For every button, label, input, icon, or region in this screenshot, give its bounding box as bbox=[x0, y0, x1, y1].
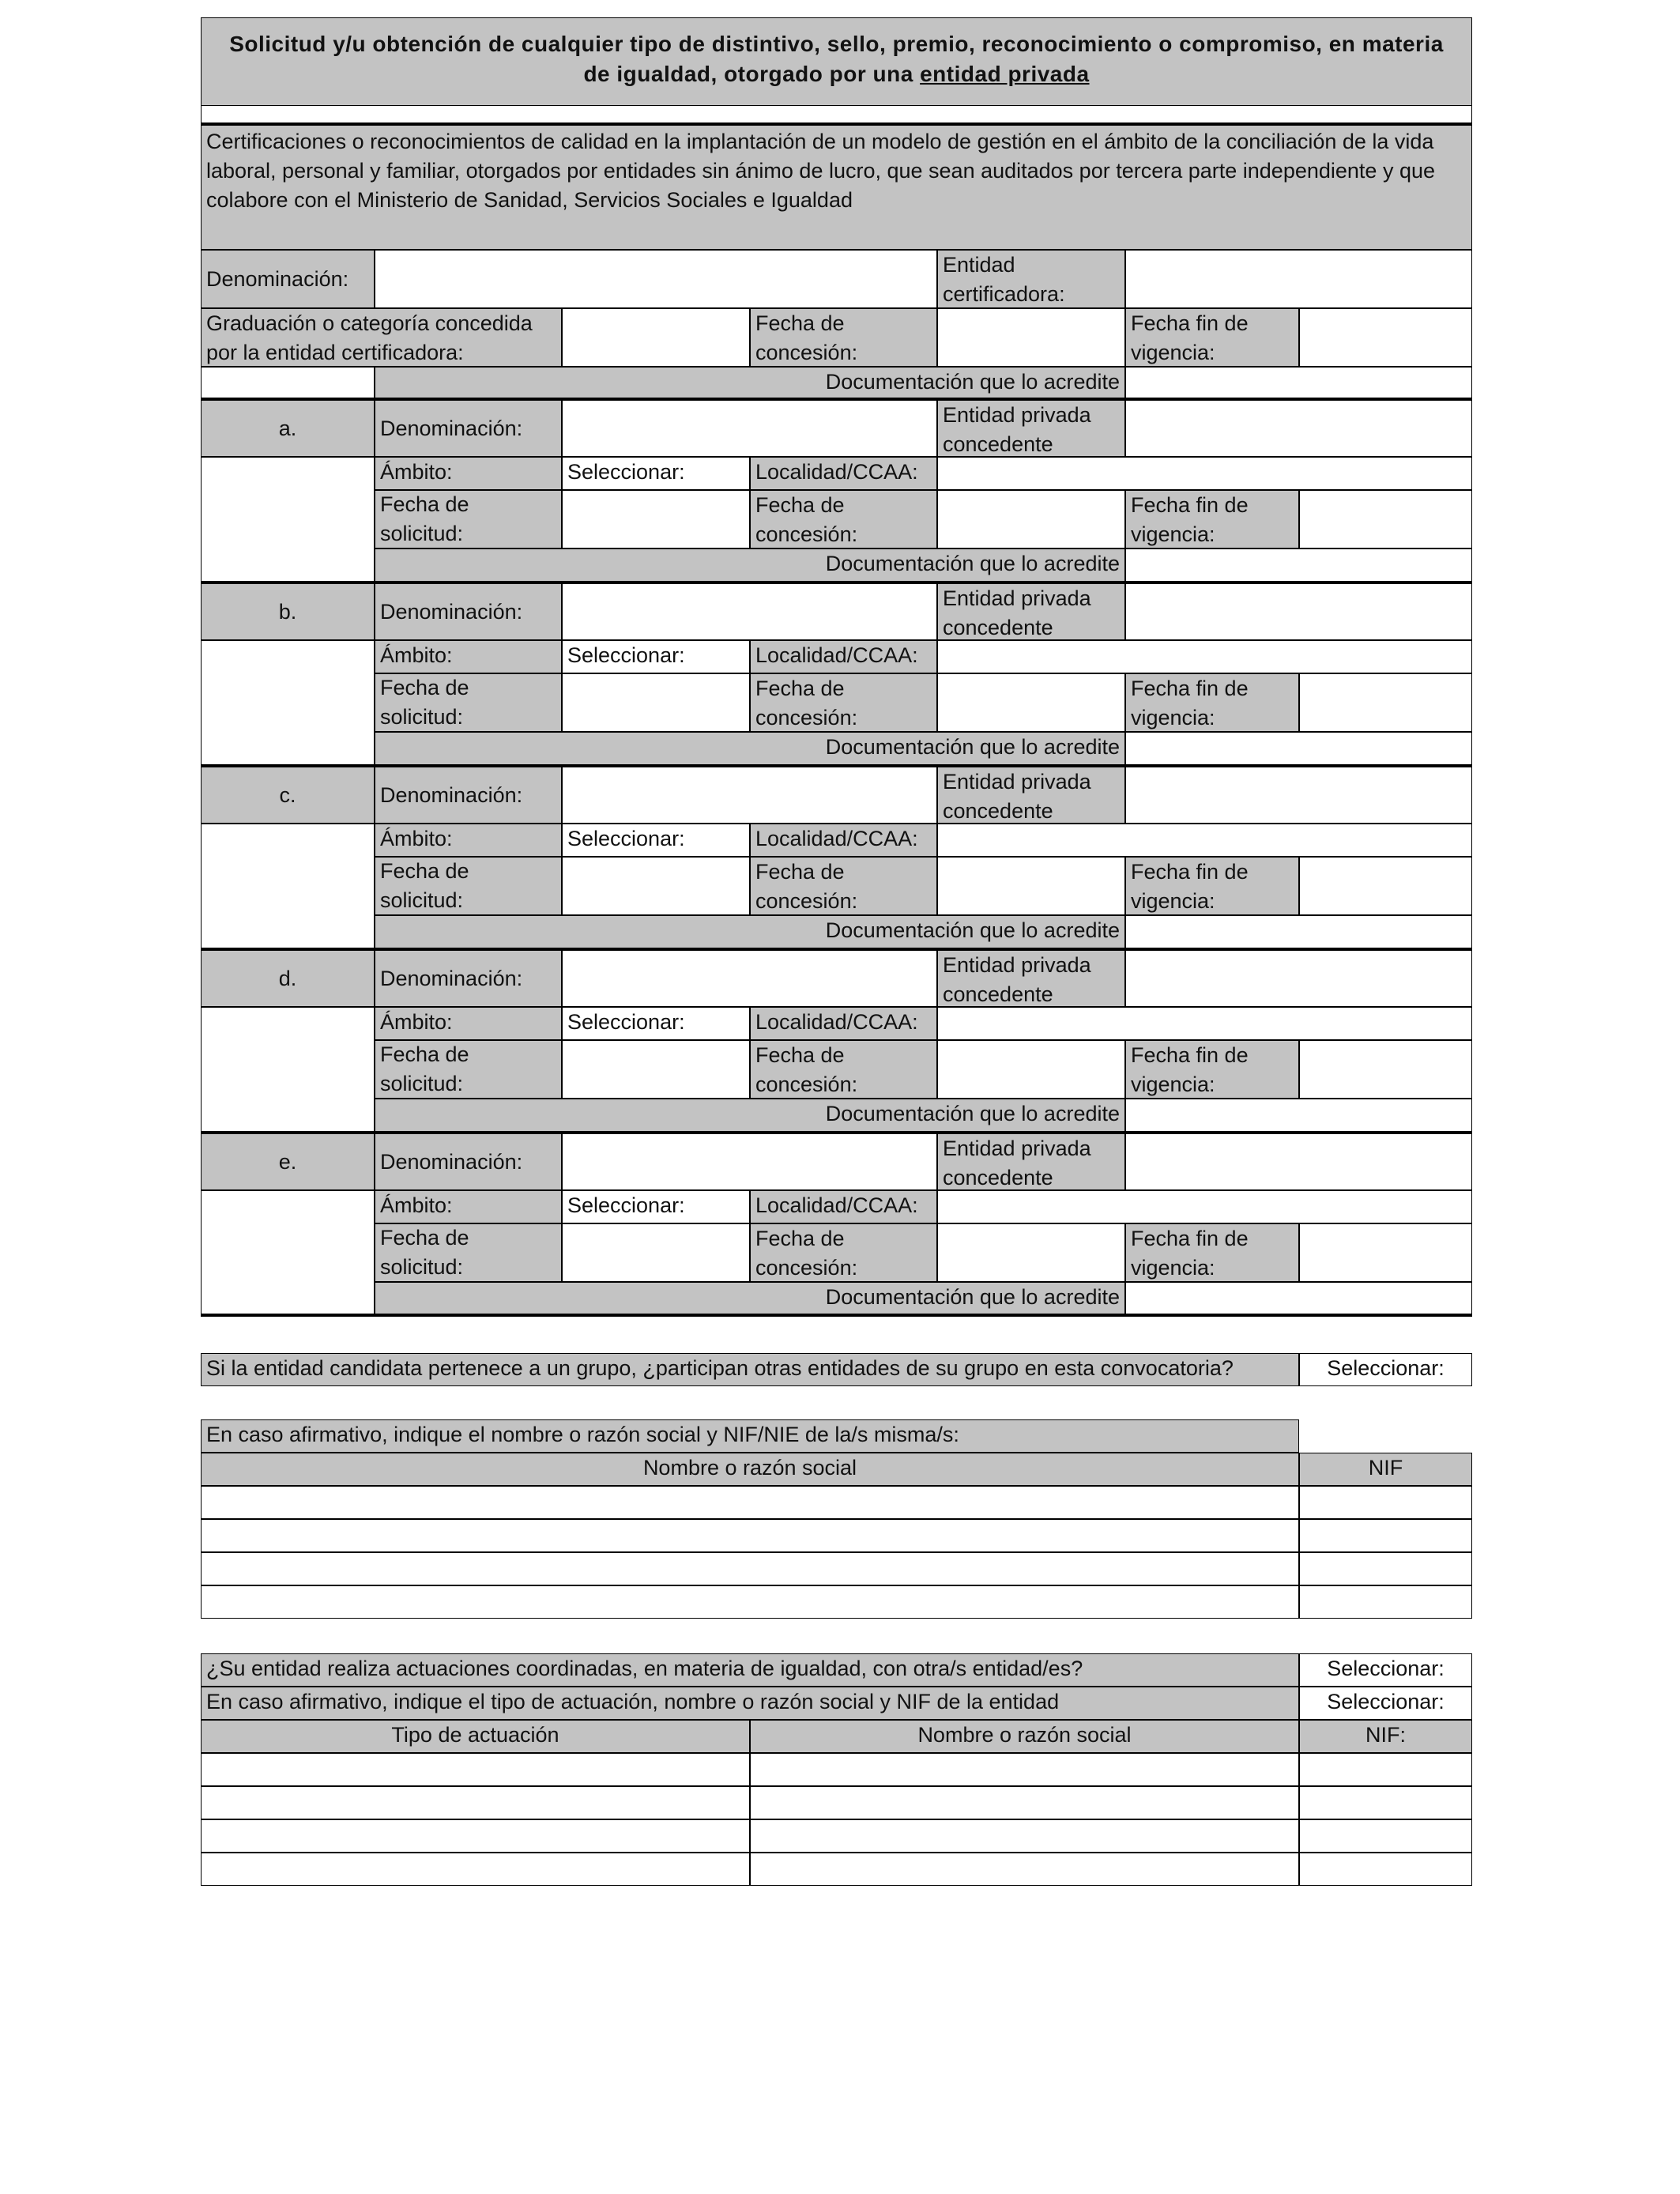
award-ambito-label: Ámbito: bbox=[375, 1007, 562, 1040]
coord-col-nif: NIF: bbox=[1299, 1720, 1472, 1753]
award-documentacion-label: Documentación que lo acredite bbox=[375, 1099, 1125, 1132]
group-row-name-cell[interactable] bbox=[201, 1486, 1299, 1519]
coord-question: ¿Su entidad realiza actuaciones coordinadas, en materia de igualdad, con otra/s entidad/es? bbox=[201, 1653, 1299, 1687]
cert-fecha-fin-label: Fecha fin de vigencia: bbox=[1125, 308, 1299, 367]
group-row-name-cell[interactable] bbox=[201, 1519, 1299, 1552]
coord-col-name: Nombre o razón social bbox=[750, 1720, 1299, 1753]
group-question: Si la entidad candidata pertenece a un grupo, ¿participan otras entidades de su grupo en esta convocatoria? bbox=[201, 1353, 1299, 1386]
cert-denominacion-label: Denominación: bbox=[201, 250, 375, 308]
award-fecha-concesion-field[interactable] bbox=[937, 857, 1125, 915]
award-fecha-fin-label: Fecha fin de vigencia: bbox=[1125, 673, 1299, 732]
award-letter: e. bbox=[201, 1132, 375, 1190]
award-entidad-field[interactable] bbox=[1125, 1132, 1472, 1190]
awards-bottom-border bbox=[201, 1314, 1472, 1317]
award-denominacion-field[interactable] bbox=[562, 765, 937, 824]
award-entidad-label: Entidad privada concedente bbox=[937, 582, 1125, 640]
award-fecha-solicitud-label: Fecha de solicitud: bbox=[375, 490, 562, 548]
certification-description: Certificaciones o reconocimientos de calidad en la implantación de un modelo de gestión en el ámbito de la conciliación de la vida laboral, personal y familiar, otorgados por entidades sin ánimo de lucro, que sean auditados por tercera parte independiente y que colabore con el Ministerio de Sanidad, Servicios Sociales e Igualdad bbox=[201, 123, 1472, 250]
award-ambito-label: Ámbito: bbox=[375, 824, 562, 857]
award-documentacion-label: Documentación que lo acredite bbox=[375, 548, 1125, 582]
award-documentacion-field[interactable] bbox=[1125, 1099, 1472, 1132]
coord-row-name-cell[interactable] bbox=[750, 1853, 1299, 1886]
cert-doc-spacer bbox=[201, 367, 375, 398]
form-title bbox=[201, 17, 1472, 106]
award-letter-body bbox=[201, 1007, 375, 1132]
award-localidad-field[interactable] bbox=[937, 457, 1472, 490]
coord-select-1[interactable]: Seleccionar: bbox=[1299, 1653, 1472, 1687]
award-denominacion-field[interactable] bbox=[562, 398, 937, 457]
award-localidad-field[interactable] bbox=[937, 1190, 1472, 1223]
award-entidad-label: Entidad privada concedente bbox=[937, 765, 1125, 824]
award-fecha-concesion-label: Fecha de concesión: bbox=[750, 1040, 937, 1099]
award-localidad-field[interactable] bbox=[937, 1007, 1472, 1040]
award-fecha-fin-field[interactable] bbox=[1299, 1040, 1472, 1099]
coord-col-tipo: Tipo de actuación bbox=[201, 1720, 750, 1753]
coord-row-name-cell[interactable] bbox=[750, 1786, 1299, 1819]
award-letter-body bbox=[201, 457, 375, 582]
award-fecha-concesion-label: Fecha de concesión: bbox=[750, 673, 937, 732]
award-ambito-label: Ámbito: bbox=[375, 1190, 562, 1223]
coord-row-nif-cell[interactable] bbox=[1299, 1853, 1472, 1886]
coord-row-name-cell[interactable] bbox=[750, 1819, 1299, 1853]
coord-row-tipo-cell[interactable] bbox=[201, 1753, 750, 1786]
cert-denominacion-field[interactable] bbox=[375, 250, 937, 308]
group-col-name: Nombre o razón social bbox=[201, 1453, 1299, 1486]
award-ambito-select[interactable]: Seleccionar: bbox=[562, 1190, 750, 1223]
cert-entidad-label: Entidad certificadora: bbox=[937, 250, 1125, 308]
award-fecha-fin-field[interactable] bbox=[1299, 673, 1472, 732]
coord-select-2[interactable]: Seleccionar: bbox=[1299, 1687, 1472, 1720]
form-title-underlined: entidad privada bbox=[920, 62, 1090, 86]
award-fecha-fin-label: Fecha fin de vigencia: bbox=[1125, 1040, 1299, 1099]
award-entidad-label: Entidad privada concedente bbox=[937, 948, 1125, 1007]
award-fecha-fin-field[interactable] bbox=[1299, 1223, 1472, 1282]
award-fecha-concesion-label: Fecha de concesión: bbox=[750, 1223, 937, 1282]
coord-row-tipo-cell[interactable] bbox=[201, 1819, 750, 1853]
award-documentacion-label: Documentación que lo acredite bbox=[375, 915, 1125, 948]
award-fecha-solicitud-field[interactable] bbox=[562, 1223, 750, 1282]
coord-row-nif-cell[interactable] bbox=[1299, 1786, 1472, 1819]
coord-affirmative-label: En caso afirmativo, indique el tipo de actuación, nombre o razón social y NIF de la entidad bbox=[201, 1687, 1299, 1720]
award-fecha-solicitud-label: Fecha de solicitud: bbox=[375, 1223, 562, 1282]
award-localidad-label: Localidad/CCAA: bbox=[750, 640, 937, 673]
award-fecha-solicitud-field[interactable] bbox=[562, 857, 750, 915]
award-letter-body bbox=[201, 640, 375, 765]
award-fecha-solicitud-label: Fecha de solicitud: bbox=[375, 857, 562, 915]
award-documentacion-label: Documentación que lo acredite bbox=[375, 1282, 1125, 1315]
cert-entidad-field[interactable] bbox=[1125, 250, 1472, 308]
award-ambito-select[interactable]: Seleccionar: bbox=[562, 640, 750, 673]
award-fecha-solicitud-label: Fecha de solicitud: bbox=[375, 673, 562, 732]
coord-row-tipo-cell[interactable] bbox=[201, 1786, 750, 1819]
award-entidad-field[interactable] bbox=[1125, 765, 1472, 824]
award-denominacion-label: Denominación: bbox=[375, 948, 562, 1007]
award-ambito-select[interactable]: Seleccionar: bbox=[562, 457, 750, 490]
cert-fecha-concesion-label: Fecha de concesión: bbox=[750, 308, 937, 367]
coord-row-name-cell[interactable] bbox=[750, 1753, 1299, 1786]
award-fecha-concesion-field[interactable] bbox=[937, 673, 1125, 732]
form-title-text: Solicitud y/u obtención de cualquier tipo de distintivo, sello, premio, reconocimiento o compromiso, en materia de igualdad, otorgado por una bbox=[229, 32, 1444, 86]
award-letter-body bbox=[201, 824, 375, 948]
award-denominacion-label: Denominación: bbox=[375, 398, 562, 457]
cert-documentacion-label: Documentación que lo acredite bbox=[375, 367, 1125, 398]
award-localidad-label: Localidad/CCAA: bbox=[750, 457, 937, 490]
award-denominacion-label: Denominación: bbox=[375, 1132, 562, 1190]
award-fecha-fin-field[interactable] bbox=[1299, 857, 1472, 915]
cert-fecha-concesion-field[interactable] bbox=[937, 308, 1125, 367]
award-localidad-label: Localidad/CCAA: bbox=[750, 1190, 937, 1223]
award-fecha-concesion-label: Fecha de concesión: bbox=[750, 857, 937, 915]
group-row-nif-cell[interactable] bbox=[1299, 1486, 1472, 1519]
group-select[interactable]: Seleccionar: bbox=[1299, 1353, 1472, 1386]
award-fecha-concesion-field[interactable] bbox=[937, 1040, 1125, 1099]
cert-documentacion-field[interactable] bbox=[1125, 367, 1472, 398]
award-ambito-select[interactable]: Seleccionar: bbox=[562, 824, 750, 857]
award-denominacion-field[interactable] bbox=[562, 948, 937, 1007]
award-ambito-label: Ámbito: bbox=[375, 640, 562, 673]
award-entidad-field[interactable] bbox=[1125, 582, 1472, 640]
award-fecha-fin-label: Fecha fin de vigencia: bbox=[1125, 857, 1299, 915]
award-fecha-concesion-field[interactable] bbox=[937, 490, 1125, 548]
award-documentacion-field[interactable] bbox=[1125, 732, 1472, 765]
group-row-name-cell[interactable] bbox=[201, 1585, 1299, 1619]
cert-graduacion-field[interactable] bbox=[562, 308, 750, 367]
award-fecha-fin-label: Fecha fin de vigencia: bbox=[1125, 490, 1299, 548]
group-affirmative-label: En caso afirmativo, indique el nombre o razón social y NIF/NIE de la/s misma/s: bbox=[201, 1419, 1299, 1453]
award-entidad-label: Entidad privada concedente bbox=[937, 398, 1125, 457]
group-row-nif-cell[interactable] bbox=[1299, 1585, 1472, 1619]
award-denominacion-label: Denominación: bbox=[375, 582, 562, 640]
award-letter: b. bbox=[201, 582, 375, 640]
award-fecha-solicitud-field[interactable] bbox=[562, 1040, 750, 1099]
group-row-name-cell[interactable] bbox=[201, 1552, 1299, 1585]
award-entidad-label: Entidad privada concedente bbox=[937, 1132, 1125, 1190]
award-fecha-solicitud-field[interactable] bbox=[562, 490, 750, 548]
award-documentacion-label: Documentación que lo acredite bbox=[375, 732, 1125, 765]
award-letter: d. bbox=[201, 948, 375, 1007]
award-fecha-concesion-label: Fecha de concesión: bbox=[750, 490, 937, 548]
coord-row-nif-cell[interactable] bbox=[1299, 1819, 1472, 1853]
group-row-nif-cell[interactable] bbox=[1299, 1552, 1472, 1585]
cert-fecha-fin-field[interactable] bbox=[1299, 308, 1472, 367]
award-fecha-concesion-field[interactable] bbox=[937, 1223, 1125, 1282]
award-letter: a. bbox=[201, 398, 375, 457]
award-documentacion-field[interactable] bbox=[1125, 915, 1472, 948]
award-fecha-solicitud-field[interactable] bbox=[562, 673, 750, 732]
award-denominacion-field[interactable] bbox=[562, 582, 937, 640]
award-documentacion-field[interactable] bbox=[1125, 1282, 1472, 1315]
award-entidad-field[interactable] bbox=[1125, 398, 1472, 457]
cert-graduacion-label: Graduación o categoría concedida por la entidad certificadora: bbox=[201, 308, 562, 367]
award-denominacion-field[interactable] bbox=[562, 1132, 937, 1190]
award-ambito-label: Ámbito: bbox=[375, 457, 562, 490]
award-fecha-fin-label: Fecha fin de vigencia: bbox=[1125, 1223, 1299, 1282]
award-entidad-field[interactable] bbox=[1125, 948, 1472, 1007]
title-spacer bbox=[201, 106, 1472, 123]
award-letter-body bbox=[201, 1190, 375, 1315]
award-localidad-label: Localidad/CCAA: bbox=[750, 824, 937, 857]
award-localidad-field[interactable] bbox=[937, 824, 1472, 857]
award-fecha-solicitud-label: Fecha de solicitud: bbox=[375, 1040, 562, 1099]
award-localidad-field[interactable] bbox=[937, 640, 1472, 673]
award-letter: c. bbox=[201, 765, 375, 824]
group-col-nif: NIF bbox=[1299, 1453, 1472, 1486]
award-denominacion-label: Denominación: bbox=[375, 765, 562, 824]
award-documentacion-field[interactable] bbox=[1125, 548, 1472, 582]
coord-row-tipo-cell[interactable] bbox=[201, 1853, 750, 1886]
award-fecha-fin-field[interactable] bbox=[1299, 490, 1472, 548]
award-ambito-select[interactable]: Seleccionar: bbox=[562, 1007, 750, 1040]
group-row-nif-cell[interactable] bbox=[1299, 1519, 1472, 1552]
award-localidad-label: Localidad/CCAA: bbox=[750, 1007, 937, 1040]
coord-row-nif-cell[interactable] bbox=[1299, 1753, 1472, 1786]
